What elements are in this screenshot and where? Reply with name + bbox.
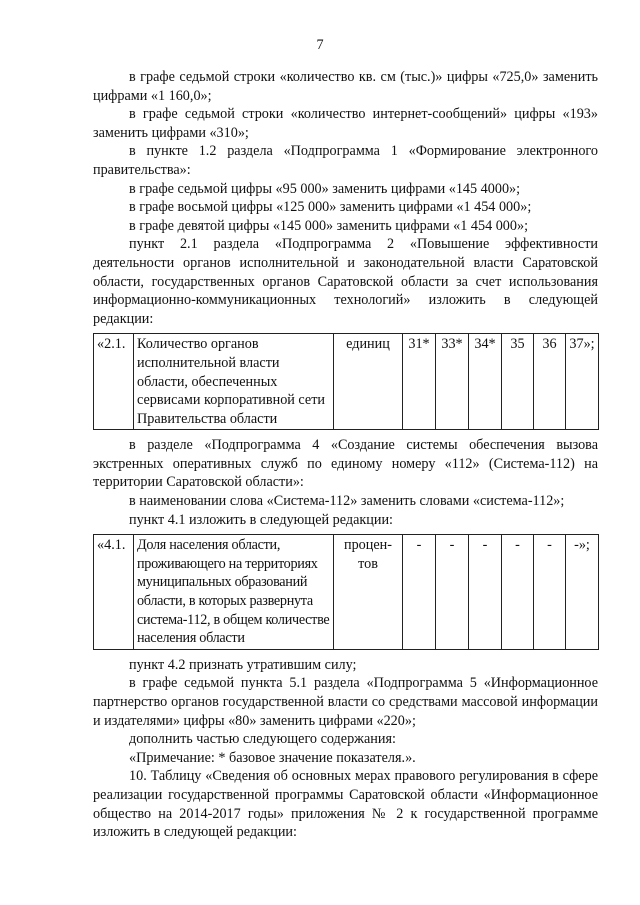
table-cell-value: 34* [469,334,502,430]
paragraph: дополнить частью следующего содержания: [129,731,396,748]
table-cell-value: 36 [534,334,566,430]
table-row [94,334,599,430]
document-body [93,68,598,842]
table-cell-unit: процен- тов [334,535,403,650]
table-cell-name: Доля населения области, проживающего на территориях муниципальных образований области, в которых развернута система-112, в общем количестве населения области [134,535,334,650]
paragraph: в графе седьмой строки «количество интернет-сообщений» цифры «193» заменить цифрами «310»; [93,106,598,141]
paragraph: в графе седьмой цифры «95 000» заменить цифрами «145 4000»; [129,180,521,197]
paragraph: пункт 2.1 раздела «Подпрограмма 2 «Повышение эффективности деятельности органов исполнительной и законодательной власти Саратовской области, государственных органов Саратовской области за счет использования информационно-коммуникационных технологий» изложить в следующей редакции: [93,236,598,327]
table-cell-value: 33* [436,334,469,430]
paragraph: в графе девятой цифры «145 000» заменить цифрами «1 454 000»; [129,217,529,234]
page-number: 7 [316,37,324,53]
indicator-table-4-1 [93,534,599,650]
table-cell-value: 31* [403,334,436,430]
table-cell-value: - [403,535,436,650]
paragraph: 10. Таблицу «Сведения об основных мерах правового регулирования в сфере реализации государственной программы Саратовской области «Информационное общество на 2014-2017 годы» приложения № 2 к государственной программе изложить в следующей редакции: [93,768,598,841]
table-cell-num: «4.1. [94,535,134,650]
paragraph: в наименовании слова «Система-112» заменить словами «система-112»; [129,493,565,510]
paragraph: в графе восьмой цифры «125 000» заменить цифрами «1 454 000»; [129,199,532,216]
table-cell-value: - [436,535,469,650]
table-row [94,535,599,650]
paragraph: в разделе «Подпрограмма 4 «Создание системы обеспечения вызова экстренных оперативных служб по единому номеру «112» (Система-112) на территории Саратовской области»: [93,437,598,491]
table-cell-name: Количество органов исполнительной власти области, обеспеченных сервисами корпоративной сети Правительства области [134,334,334,430]
paragraph: в графе седьмой пункта 5.1 раздела «Подпрограмма 5 «Информационное партнерство органов государственной власти со средствами массовой информации и издателями» цифры «80» заменить цифрами «220»; [93,675,598,729]
table-cell-unit: единиц [334,334,403,430]
table-cell-value: - [502,535,534,650]
paragraph: «Примечание: * базовое значение показателя.». [129,749,416,766]
paragraph: в пункте 1.2 раздела «Подпрограмма 1 «Формирование электронного правительства»: [93,143,598,178]
paragraph: пункт 4.1 изложить в следующей редакции: [129,511,393,528]
table-cell-value: 37»; [566,334,599,430]
table-cell-value: 35 [502,334,534,430]
paragraph: пункт 4.2 признать утратившим силу; [129,656,357,673]
table-cell-num: «2.1. [94,334,134,430]
table-cell-value: -»; [566,535,599,650]
table-cell-value: - [534,535,566,650]
paragraph: в графе седьмой строки «количество кв. см (тыс.)» цифры «725,0» заменить цифрами «1 160,0»; [93,69,598,104]
table-cell-value: - [469,535,502,650]
indicator-table-2-1 [93,333,599,430]
